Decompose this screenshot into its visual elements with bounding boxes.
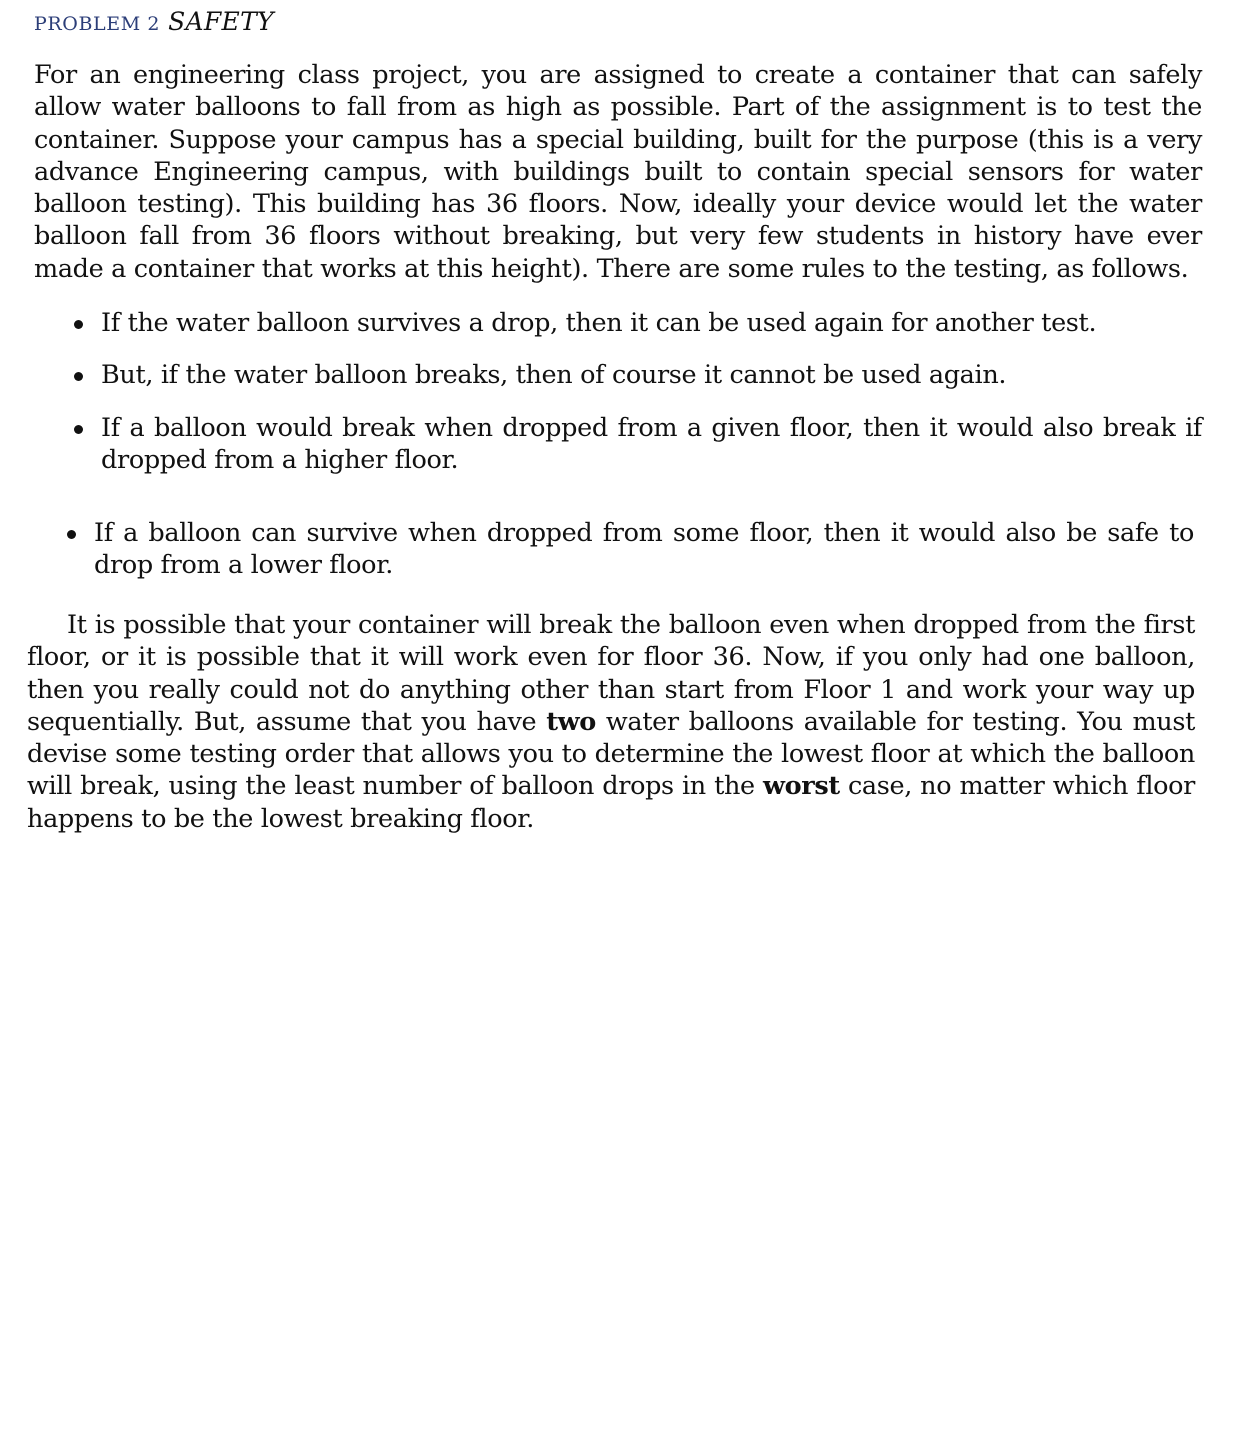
- closing-text: case, no matter which floor happens to be the lowest breaking floor.: [27, 771, 1195, 834]
- closing-text: It is possible that your container will break the balloon even when dropped from the first floor, or it is possible that it will work even for floor 36. Now, if you only had one balloon, then you really could not do anything other than start from Floor 1 and work your way up sequentially. But, assume that you have: [27, 610, 1195, 737]
- closing-text: water balloons available for testing. You must devise some testing order that allows you to determine the lowest floor at which the balloon will break, using the least number of balloon drops in the: [27, 706, 1196, 802]
- rule-text: If the water balloon survives a drop, then it can be used again for another test.: [101, 308, 1097, 338]
- bullet-icon: [67, 530, 76, 539]
- bullet-icon: [74, 320, 83, 329]
- rule-item: [34, 307, 1202, 339]
- rule-item: [34, 412, 1202, 477]
- rule-text: If a balloon can survive when dropped from some floor, then it would also be safe to drop from a lower floor.: [94, 518, 1194, 581]
- bullet-icon: [74, 425, 83, 434]
- problem-title: SAFETY: [168, 7, 274, 36]
- bullet-icon: [74, 372, 83, 381]
- intro-paragraph: For an engineering class project, you are assigned to create a container that can safely allow water balloons to fall from as high as possible. Part of the assignment is to test the container. Suppose your campus has a special building, built for the purpose (this is a very advance Engineering campus, with buildings built to contain special sensors for water balloon testing). This building has 36 floors. Now, ideally your device would let the water balloon fall from 36 floors without breaking, but very few students in history have ever made a container that works at this height). There are some rules to the testing, as follows.: [34, 60, 1202, 284]
- emphasis-two: two: [546, 706, 596, 737]
- rule-item: [34, 517, 1194, 582]
- rules-list: [34, 307, 1202, 496]
- rule-text: But, if the water balloon breaks, then of course it cannot be used again.: [101, 360, 1007, 391]
- rule-item: [34, 359, 1202, 391]
- closing-paragraph: [27, 609, 1195, 835]
- emphasis-worst: worst: [762, 771, 840, 802]
- problem-header: [34, 6, 274, 41]
- problem-label: PROBLEM 2: [34, 13, 161, 35]
- rule-text: If a balloon would break when dropped from a given floor, then it would also break if dropped from a higher floor.: [101, 412, 1202, 475]
